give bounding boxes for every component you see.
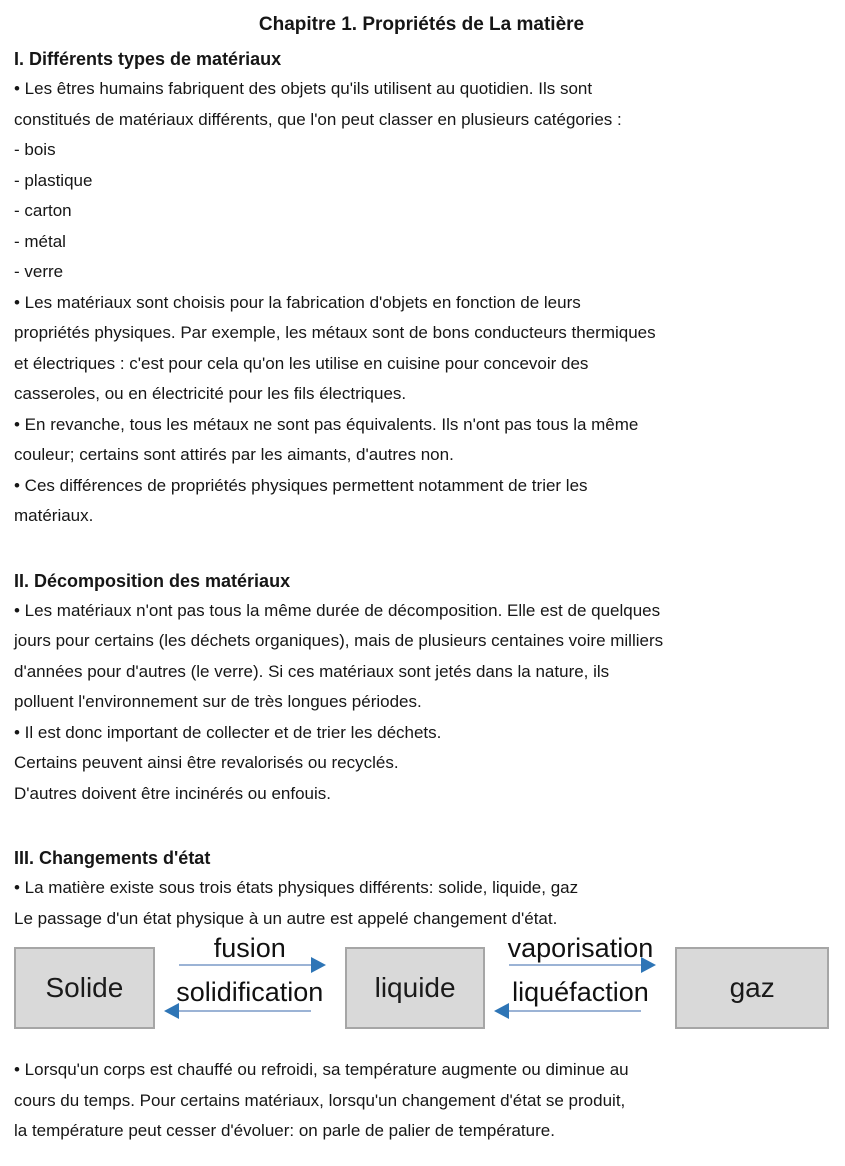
text-line: • Lorsqu'un corps est chauffé ou refroidi, sa température augmente ou diminue au xyxy=(14,1060,629,1079)
section-materiaux xyxy=(14,44,829,532)
text-line: propriétés physiques. Par exemple, les métaux sont de bons conducteurs thermiques xyxy=(14,323,656,342)
text-line: • Les matériaux n'ont pas tous la même durée de décomposition. Elle est de quelques xyxy=(14,600,661,620)
section-decomposition xyxy=(14,566,829,810)
text-line: • Il est donc important de collecter et de trier les déchets. xyxy=(14,722,442,742)
list-item: - plastique xyxy=(14,170,93,190)
section-heading: III. Changements d'état xyxy=(14,848,211,868)
transition-label-vaporisation: vaporisation xyxy=(507,933,654,963)
arrow-left-icon xyxy=(509,1010,641,1012)
list-item: - carton xyxy=(14,201,72,220)
text-line: d'années pour d'autres (le verre). Si ces matériaux sont jetés dans la nature, ils xyxy=(14,661,610,681)
arrow-right-icon xyxy=(509,964,641,966)
arrow-left-icon xyxy=(179,1010,311,1012)
page-title: Chapitre 1. Propriétés de La matière xyxy=(258,14,585,35)
section-heading: II. Décomposition des matériaux xyxy=(14,570,291,591)
list-item: - bois xyxy=(14,140,56,159)
transition-label-liquefaction: liquéfaction xyxy=(512,977,649,1007)
text-line: Certains peuvent ainsi être revalorisés ou recyclés. xyxy=(14,753,399,772)
text-line: Le passage d'un état physique à un autre est appelé changement d'état. xyxy=(14,908,558,928)
text-line: jours pour certains (les déchets organiques), mais de plusieurs centaines voire milliers xyxy=(14,631,664,650)
state-change-diagram xyxy=(14,933,829,1029)
text-line: D'autres doivent être incinérés ou enfouis. xyxy=(14,783,331,803)
state-box-solide: Solide xyxy=(14,947,155,1029)
transition-label-fusion: fusion xyxy=(213,933,286,963)
text-line: cours du temps. Pour certains matériaux, lorsqu'un changement d'état se produit, xyxy=(14,1090,626,1110)
section-changements-etat xyxy=(14,843,829,1147)
state-box-liquide: liquide xyxy=(345,947,486,1029)
text-line: polluent l'environnement sur de très longues périodes. xyxy=(14,692,422,711)
text-line: constitués de matériaux différents, que l'on peut classer en plusieurs catégories : xyxy=(14,109,622,129)
transition-liquide-gaz xyxy=(485,933,675,1029)
text-line: la température peut cesser d'évoluer: on parle de palier de température. xyxy=(14,1121,555,1140)
transition-solide-liquide xyxy=(155,933,345,1029)
list-item: - métal xyxy=(14,231,66,251)
text-line: • La matière existe sous trois états physiques différents: solide, liquide, gaz xyxy=(14,878,579,897)
arrow-right-icon xyxy=(179,964,311,966)
section-heading: I. Différents types de matériaux xyxy=(14,49,282,69)
text-line: matériaux. xyxy=(14,506,94,525)
text-line: couleur; certains sont attirés par les aimants, d'autres non. xyxy=(14,445,454,464)
text-line: et électriques : c'est pour cela qu'on les utilise en cuisine pour concevoir des xyxy=(14,353,589,373)
closing-paragraph xyxy=(14,1055,829,1147)
text-line: • Les êtres humains fabriquent des objets qu'ils utilisent au quotidien. Ils sont xyxy=(14,79,593,98)
transition-label-solidification: solidification xyxy=(176,977,324,1007)
text-line: • Ces différences de propriétés physiques permettent notamment de trier les xyxy=(14,475,588,495)
text-line: casseroles, ou en électricité pour les fils électriques. xyxy=(14,384,407,403)
text-line: • En revanche, tous les métaux ne sont pas équivalents. Ils n'ont pas tous la même xyxy=(14,414,639,434)
state-box-gaz: gaz xyxy=(675,947,829,1029)
text-line: • Les matériaux sont choisis pour la fabrication d'objets en fonction de leurs xyxy=(14,292,581,312)
list-item: - verre xyxy=(14,262,64,281)
